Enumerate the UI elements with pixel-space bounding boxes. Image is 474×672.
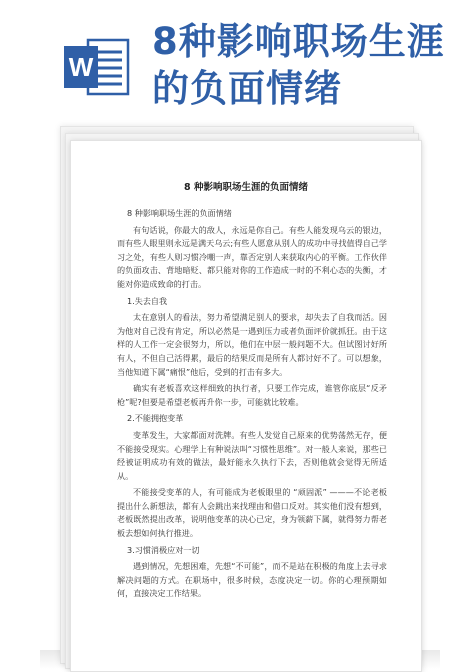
title-line-2: 的负面情绪 [152,67,342,110]
doc-paragraph: 遇到情况，先想困难，先想“不可能”，而不是站在积极的角度上去寻求解决问题的方式。在职场中，很多时候，态度决定一切。你的心理预期如何，直接决定工作结果。 [117,561,387,599]
doc-paragraph: 有句话说，你最大的敌人，永远是你自己。有些人能发现乌云的银边，而有些人眼里则永远是满天乌云;有些人愿意从别人的成功中寻找值得自己学习之处，有些人则习惯冷嘲一声，靠否定别人来获取内心的平衡。工作伙伴的负面攻击、背地暗贬、都只能对你的工作造成一时的不利心态的失衡，才能对你造成致命的打击。 [117,224,387,289]
document-page [70,140,422,672]
doc-paragraph: 太在意别人的看法，努力希望满足别人的要求，却失去了自我而活。因为他对自己没有肯定，所以必然是一遇到压力或者负面评价就抓狂。由于这样的人工作一定会很努力，所以，他们在中层一般问题不大。但试图讨好所有人，不但自己活得累，最后的结果反而是所有人都讨好不了。可以想象，当他知道下属“痛恨”他后，受到的打击有多大。 [117,312,387,377]
doc-paragraph: 变革发生，大家都面对洗牌。有些人发觉自己原来的优势荡然无存，便不能接受现实。心理学上有种说法叫“习惯性思维”。对一般人来说，那些已经被证明成功有效的做法，最好能永久执行下去，否则他就会觉得无所适从。 [117,429,387,481]
word-document-icon [62,38,132,96]
doc-paragraph: 3.习惯消极应对一切 [127,544,200,555]
header-banner [0,0,474,128]
svg-text:W: W [68,52,94,82]
page-title [152,18,462,112]
document-title: 8 种影响职场生涯的负面情绪 [184,182,308,193]
doc-paragraph: 1.失去自我 [127,295,168,306]
document-preview [60,120,420,650]
doc-paragraph: 2.不能拥抱变革 [127,413,184,424]
doc-paragraph: 不能接受变革的人，有可能成为老板眼里的 “顽固派” ———不论老板提出什么新想法，都有人会跳出来找理由和借口反对。其实他们没有想到，老板既然提出改革，说明他变革的决心已定，身为领薪下属，就得努力帮老板去想如何执行推进。 [117,487,387,539]
document-body [117,207,387,604]
doc-paragraph: 确实有老板喜欢这样细致的执行者，只要工作完成，谁管你底层“反矛枪”呢?但要是希望老板再升你一步，可能就比较难。 [117,383,387,407]
doc-paragraph: 8 种影响职场生涯的负面情绪 [127,208,232,218]
title-line-1: 8种影响职场生涯 [152,20,445,63]
